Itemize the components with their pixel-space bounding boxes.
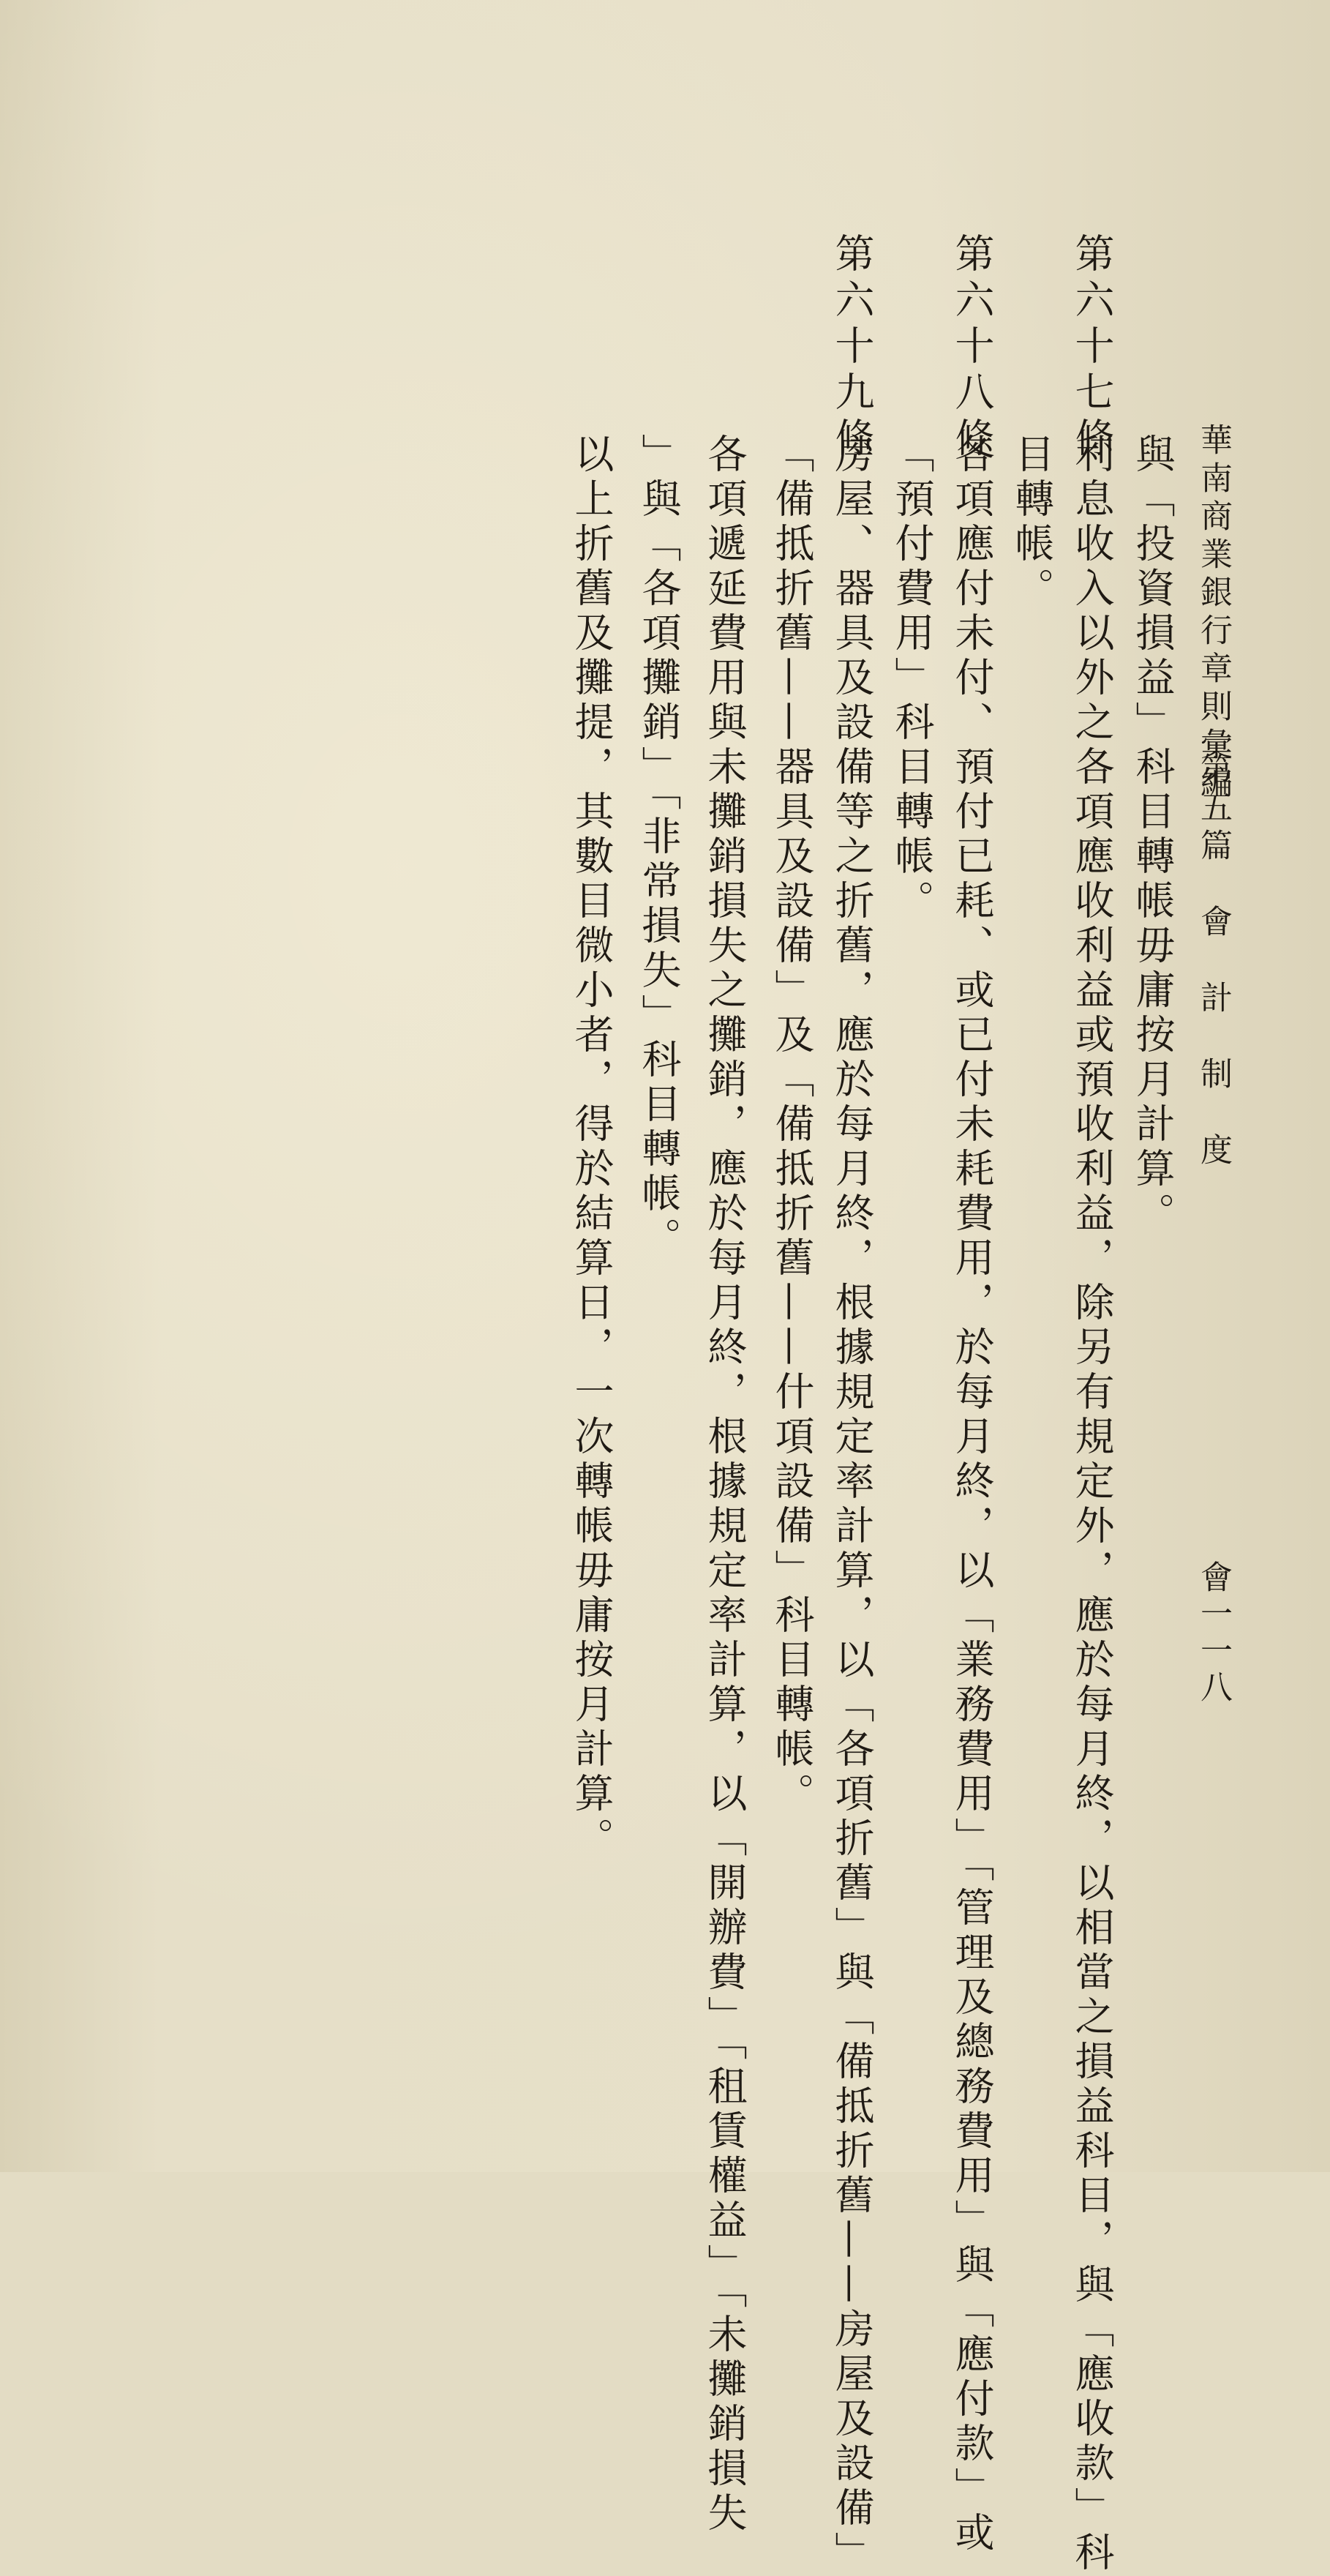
book-title: 華南商業銀行章則彙編 xyxy=(1195,423,1232,804)
body-line: 目轉帳。 xyxy=(1009,433,1055,612)
body-line: 利息收入以外之各項應收利益或預收利益，除另有規定外，應於每月終，以相當之損益科目，與「應收款」科 xyxy=(1069,433,1115,2576)
part-title: 第五篇 會 計 制 度 xyxy=(1195,752,1232,1171)
body-line: 「備抵折舊——器具及設備」及「備抵折舊——什項設備」科目轉帳。 xyxy=(769,433,815,1817)
body-line: 與「投資損益」科目轉帳毋庸按月計算。 xyxy=(1130,433,1176,1237)
bleed-through-text xyxy=(995,234,1039,1095)
page-number: 會一一八 xyxy=(1195,1560,1232,1707)
article-heading: 第六十九條 xyxy=(829,233,875,463)
body-line: 以上折舊及攤提，其數目微小者，得於結算日，一次轉帳毋庸按月計算。 xyxy=(568,433,615,1862)
body-line: 」與「各項攤銷」「非常損失」科目轉帳。 xyxy=(636,433,682,1262)
article-heading: 第六十七條 xyxy=(1069,233,1115,463)
article-heading: 第六十八條 xyxy=(949,233,995,463)
body-line: 房屋、器具及設備等之折舊，應於每月終，根據規定率計算，以「各項折舊」與「備抵折舊——房屋及設備」 xyxy=(829,433,875,2576)
body-line: 各項遞延費用與未攤銷損失之攤銷，應於每月終，根據規定率計算，以「開辦費」「租賃權益」「未攤銷損失 xyxy=(702,433,748,2536)
body-line: 「預付費用」科目轉帳。 xyxy=(889,433,935,924)
body-line: 各項應付未付、預付已耗、或已付未耗費用，於每月終，以「業務費用」「管理及總務費用」與「應付款」或 xyxy=(949,433,995,2556)
